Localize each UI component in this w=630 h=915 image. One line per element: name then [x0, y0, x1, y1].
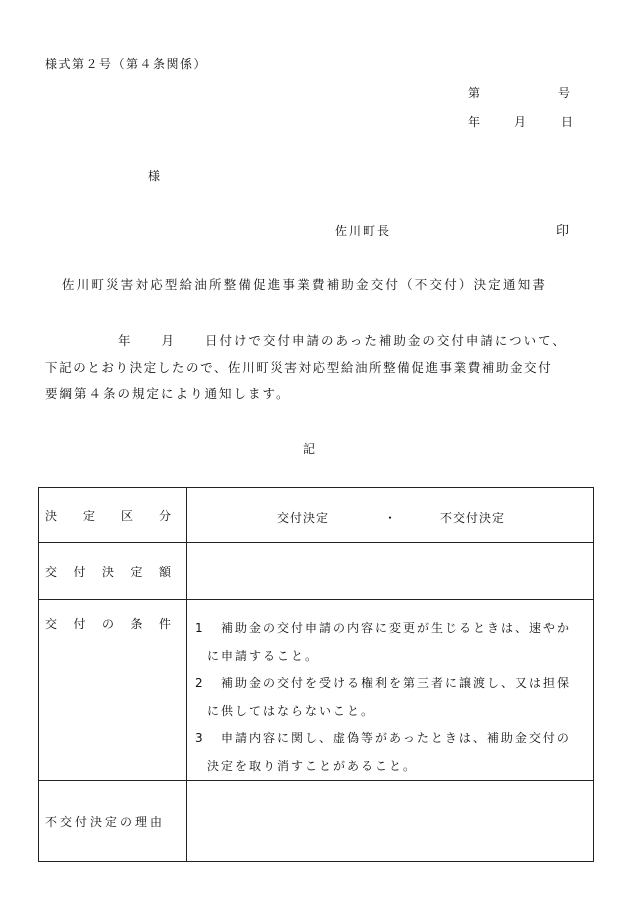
condition-item-3 [195, 725, 589, 753]
condition-item-2-continued: に供してはならないこと。 [207, 703, 376, 718]
conditions-label-cell [39, 600, 187, 781]
amount-label: 交 付 決 定 額 [45, 564, 171, 579]
condition-text: 申請内容に関し、虚偽等があったときは、補助金交付の [221, 731, 571, 745]
reason-label-cell [39, 781, 187, 862]
seal-mark: 印 [556, 224, 570, 239]
date-year-label: 年 [468, 115, 483, 129]
body-text-line-2: 下記のとおり決定したので、佐川町災害対応型給油所整備促進事業費補助金交付 [45, 360, 553, 375]
body-text-line-1: 年 月 日付けで交付申請のあった補助金の交付申請について、 [118, 333, 567, 348]
document-title: 佐川町災害対応型給油所整備促進事業費補助金交付（不交付）決定通知書 [62, 277, 548, 292]
amount-label-cell [39, 543, 187, 600]
document-number-label-dai: 第 [468, 86, 483, 100]
condition-text: 補助金の交付申請の内容に変更が生じるときは、速やか [221, 621, 572, 635]
conditions-value-cell [187, 600, 594, 781]
category-label-cell [39, 488, 187, 543]
table-row-conditions [39, 600, 594, 781]
condition-number: 3 [195, 731, 203, 745]
decision-table [38, 487, 594, 862]
amount-value-cell [187, 543, 594, 600]
condition-number: 2 [195, 676, 203, 690]
category-label: 決 定 区 分 [45, 508, 171, 523]
condition-item-1-continued: に申請すること。 [207, 648, 320, 663]
issuer-title: 佐川町長 [335, 224, 392, 238]
option-grant: 交付決定 [277, 511, 330, 525]
table-row-category [39, 488, 594, 543]
category-value-cell [187, 488, 594, 543]
condition-item-1 [195, 615, 589, 643]
reason-value-cell [187, 781, 594, 862]
document-number-label-go: 号 [558, 86, 573, 100]
ki-heading: 記 [303, 442, 318, 456]
recipient-honorific: 様 [148, 169, 163, 183]
option-no-grant: 不交付決定 [440, 511, 506, 525]
option-separator: ・ [384, 511, 399, 525]
condition-number: 1 [195, 621, 203, 635]
conditions-label: 交 付 の 条 件 [45, 617, 171, 631]
reason-label: 不交付決定の理由 [45, 814, 166, 829]
body-text-line-3: 要綱第４条の規定により通知します。 [45, 386, 291, 401]
condition-text: 補助金の交付を受ける権利を第三者に譲渡し、又は担保 [221, 676, 572, 690]
date-month-label: 月 [514, 115, 529, 129]
condition-item-3-continued: 決定を取り消すことがあること。 [207, 758, 418, 773]
table-row-amount [39, 543, 594, 600]
table-row-reason [39, 781, 594, 862]
condition-item-2 [195, 670, 589, 698]
form-number: 様式第２号（第４条関係） [45, 57, 208, 71]
date-day-label: 日 [561, 115, 576, 129]
conditions-list [187, 600, 593, 780]
